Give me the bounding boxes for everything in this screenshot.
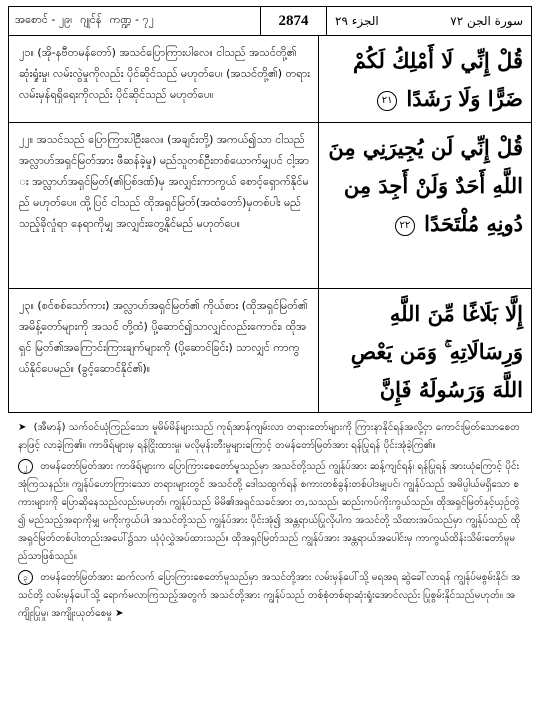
footnote <box>18 569 522 623</box>
translation-text: (စင်စစ်သော်ကား) အလ္လာဟ်အရှင်မြတ်၏ ကိုယ်စား (ထိုအရှင်မြတ်၏အမိန့်တော်များကို အသင် တို့ထံ) ပို့ဆောင်၍သာလျှင်လည်းကောင်း၊ ထိုအရှင် မြတ်၏အကြောင်းကြားချက်များကို (ပို့ဆောင်ခြင်း) သာလျှင် ကာကွယ်နိုင်ပေမည်။ (ခွင့်ဆောင်နိုင်၏)။ <box>19 299 308 375</box>
verse-number: ၂၃။ <box>19 299 34 312</box>
footnote-number: ၃ <box>18 570 33 585</box>
section-label: ကဏ္ဍ - ၇၂ <box>109 13 154 26</box>
footnotes <box>8 413 532 623</box>
verse-row <box>9 36 531 122</box>
translation-cell <box>9 289 319 412</box>
footnote-text: တမန်တော်မြတ်အား ဆက်လက် ပြောကြားစေတော်မူသည်မှာ အသင်တို့အား လမ်းမှန်ပေါ်သို့ မရအရ ဆွဲခေါ်လာရန် ကျွန်ုပ်မစွမ်းနိုင်၊ အသင်တို့ လမ်းမှန်ပေါ်သို့ ရောက်မလာကြသည့်အတွက် အသင်တို့အား ကျွန်ုပ်သည် တစ်စုံတစ်ရာဆုံးရှုံးအောင်လည်း ပြုစွမ်းနိုင်သည်မဟုတ်။ အကျိုးပြုမှု၊ အကျိုးယုတ်စေမှု ➤ <box>18 572 521 619</box>
header-left <box>9 13 260 29</box>
juz-arabic: الجزء ٢٩ <box>335 14 379 28</box>
surah-arabic: سورة الجن ٧٢ <box>450 14 523 28</box>
ayah-number: ٢١ <box>377 91 397 111</box>
verse-row <box>9 122 531 288</box>
page-header <box>8 6 532 36</box>
footnote-text: (အီမာန်) သက်ဝင်ယုံကြည်သော မူမိမ်မိန်များသည် ကုရ်အာန်ကျမ်းလာ တရားတော်များကို ကြားနာနိုင်ရန်အလို့ငှာ ကောင်းမြတ်သောစေတနာဖြင့် လာခဲ့ကြ၏။ ကာဖိရ်များမှ ရန်ငြိုးထားမှု၊ မလိုမုန်းတီးမှုများကြောင့် တမန်တော်မြတ်အား ရန်ပြုရန် ပိုင်းအုံခဲ့ကြ၏။ <box>18 422 520 451</box>
arabic-cell <box>319 36 531 122</box>
arabic-text: قُلْ إِنِّي لَا أَمْلِكُ لَكُمْ ضَرًّا وَلَا رَشَدًا <box>352 48 523 111</box>
verse-number: ၂၂။ <box>19 133 34 146</box>
arabic-text: إِلَّا بَلَاغًا مِّنَ اللَّهِ وَرِسَالَاتِهِ ۚ وَمَن يَعْصِ اللَّهَ وَرَسُولَهُ فَإِنَّ <box>350 301 523 402</box>
verse-row <box>9 288 531 412</box>
translation-text: အသင်သည် ပြောကြားပါဦးလေ။ (အချင်းတို့) အကယ်၍သာ ငါသည် အလ္လာဟ်အရှင်မြတ်အား ဖီဆန်ခဲ့မှု) မည်သူတစ်ဦးတစ်ယောက်မျှပင် ငါ့အား အလ္လာဟ်အရှင်မြတ်(၏ပြစ်ဒဏ်)မှ အလျှင်းကာကွယ် စောင့်ရှောက်နိုင်မည် မဟုတ်ပေ။ ထို့ပြင် ငါသည် ထိုအရှင်မြတ်(အထံတော်)မှတစ်ပါး မည်သည့်ခိုလှုံရာ နေရာကိုမျှ အလျှင်းတွေ့နိုင်မည် မဟုတ်ပေ။ <box>19 133 309 230</box>
verse-rows <box>8 36 532 413</box>
footnote <box>18 458 522 566</box>
translation-text: (အို-နဗီတမန်တော်) အသင်ပြောကြားပါလေ။ ငါသည် အသင်တို့၏ ဆုံးရှုံးမှု၊ လမ်းလွဲမှုကိုလည်း ပိုင်ဆိုင်သည် မဟုတ်ပေ၊ (အသင်တို့၏) တရား လမ်းမှန်ရရှိရေးကိုလည်း ပိုင်ဆိုင်သည် မဟုတ်ပေ။ <box>19 46 310 101</box>
page-number: 2874 <box>260 7 327 35</box>
arabic-cell <box>319 289 531 412</box>
footnote-number: ၂ <box>18 459 33 474</box>
surah-label: အစောင် - ၂၉၊ <box>15 13 73 26</box>
ayah-number: ٢٢ <box>395 216 415 236</box>
footnote <box>18 419 522 455</box>
arrow-icon: ➤ <box>18 422 27 433</box>
translation-cell <box>9 36 319 122</box>
verse-number: ၂၁။ <box>19 46 34 59</box>
arabic-cell <box>319 123 531 288</box>
translation-cell <box>9 123 319 288</box>
header-right <box>327 14 531 28</box>
footnote-text: တမန်တော်မြတ်အား ကာဖိရ်များက ပြောကြားစေတော်မူသည်မှာ အသင်တို့သည် ကျွန်ုပ်အား ဆန့်ကျင်ရန်၊ ရန်ပြုရန် အားယုံကြောင့် ပိုင်းအုံကြသနည်း။ ကျွန်ုပ်ဟောကြားသော တရားများတွင် အသင်တို့ ဒေါသထွက်ရန် စကားတစ်ခွန်းတစ်ပါဒမျှပင်၊ ကျွန်ုပ်သည် အမိပ္ပါယ်မရှိသော စကားများကို ပြောဆိုနေသည်လည်းမဟုတ်၊ ကျွန်ုပ်သည် မိမိ၏အရှင်သခင်အား တ,သသည်၊ ဆည်းကပ်ကိုးကွယ်သည်။ ထိုအရှင်မြတ်နှင့်ယှဉ်တွဲ၍ မည်သည့်အရာကိုမျှ မကိုးကွယ်ပါ၊ အသင်တို့သည် ကျွန်ုပ်အား ပိုင်းအုံ၍ အန္တရာယ်ပြုလိုပါက အသင်တို့ သိထားအပ်သည်မှာ ကျွန်ုပ်သည် ထိုအရှင်မြတ်တစ်ပါးတည်းအပေါ်၌သာ ယုံပုံလွှဲအပ်ထားသည်။ ထိုအရှင်မြတ်သည် ကျွန်ုပ်အား အန္တရာယ်အပေါင်းမှ ကာကွယ်ထိန်းသိမ်းတော်မူမည်သာဖြစ်သည်။ <box>18 461 521 562</box>
juz-label: ဂျုင်န် <box>80 13 102 26</box>
arabic-text: قُلْ إِنِّي لَن يُجِيرَنِي مِنَ اللَّهِ أَحَدٌ وَلَنْ أَجِدَ مِن دُونِهِ مُلْتَحَدًا <box>328 135 523 236</box>
